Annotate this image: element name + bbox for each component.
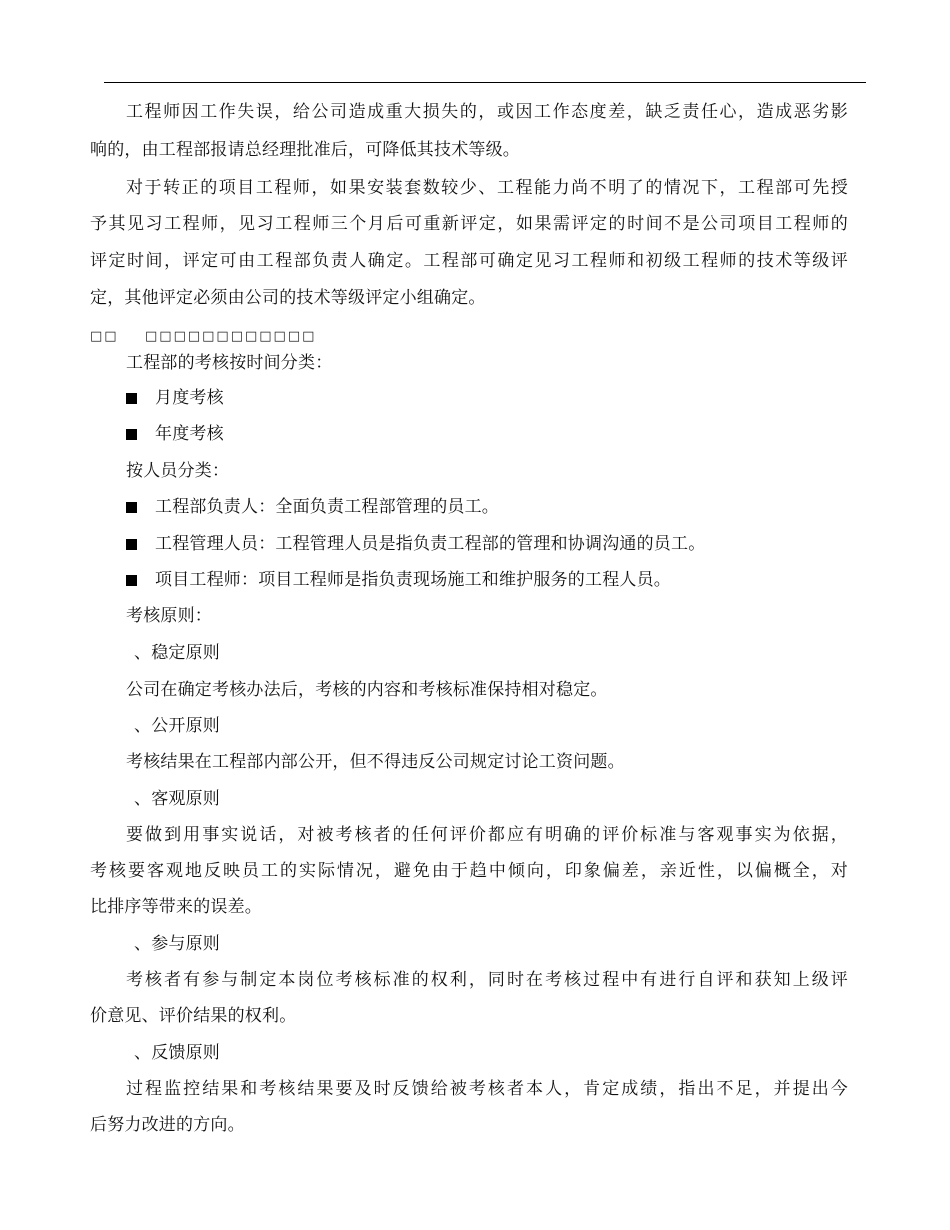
section-title: □□□□□□□□□□□□: [145, 329, 317, 344]
principle-participate-title: 、参与原则: [134, 934, 220, 954]
bullet-item-dept-head: [126, 495, 499, 519]
square-bullet-icon: [126, 539, 137, 550]
bullet-label: 工程部负责人：全面负责工程部管理的员工。: [155, 497, 499, 517]
principle-feedback-text-1: 过程监控结果和考核结果要及时反馈给被考核者本人，肯定成绩，指出不足，并提出今: [126, 1079, 848, 1099]
square-bullet-icon: [126, 575, 137, 586]
bullet-item-annual: [126, 422, 224, 446]
principle-objective-text-3: 比排序等带来的误差。: [90, 897, 262, 917]
paragraph-2-line-1: 对于转正的项目工程师，如果安装套数较少、工程能力尚不明了的情况下，工程部可先授: [126, 178, 848, 198]
bullet-item-monthly: [126, 386, 224, 410]
principle-objective-title: 、客观原则: [134, 789, 220, 809]
paragraph-1-line-1: 工程师因工作失误，给公司造成重大损失的，或因工作态度差，缺乏责任心，造成恶劣影: [126, 102, 848, 122]
principle-stable-title: 、稳定原则: [134, 643, 220, 663]
principle-feedback-title: 、反馈原则: [134, 1043, 220, 1063]
section-number: □□: [90, 329, 119, 344]
bullet-label: 项目工程师：项目工程师是指负责现场施工和维护服务的工程人员。: [155, 570, 671, 590]
paragraph-2-line-4: 定，其他评定必须由公司的技术等级评定小组确定。: [90, 288, 486, 308]
principle-participate-text-2: 价意见、评价结果的权利。: [90, 1006, 297, 1026]
bullet-label: 月度考核: [155, 388, 224, 408]
principle-open-title: 、公开原则: [134, 716, 220, 736]
principle-participate-text-1: 考核者有参与制定本岗位考核标准的权利，同时在考核过程中有进行自评和获知上级评: [126, 970, 848, 990]
square-bullet-icon: [126, 502, 137, 513]
square-bullet-icon: [126, 393, 137, 404]
paragraph-2-line-3: 评定时间，评定可由工程部负责人确定。工程部可确定见习工程师和初级工程师的技术等级评: [90, 251, 848, 271]
header-rule: [104, 82, 866, 83]
square-bullet-icon: [126, 429, 137, 440]
paragraph-1-line-2: 响的，由工程部报请总经理批准后，可降低其技术等级。: [90, 140, 520, 160]
bullet-item-management-staff: [126, 532, 705, 556]
principle-open-text: 考核结果在工程部内部公开，但不得违反公司规定讨论工资问题。: [126, 752, 625, 772]
paragraph-2-line-2: 予其见习工程师，见习工程师三个月后可重新评定，如果需评定的时间不是公司项目工程师的: [90, 214, 848, 234]
principle-objective-text-2: 考核要客观地反映员工的实际情况，避免由于趋中倾向，印象偏差，亲近性，以偏概全，对: [90, 861, 848, 881]
person-classification-intro: 按人员分类：: [126, 461, 230, 481]
principle-feedback-text-2: 后努力改进的方向。: [90, 1115, 245, 1135]
bullet-label: 年度考核: [155, 424, 224, 444]
principles-intro: 考核原则：: [126, 606, 212, 626]
principle-stable-text: 公司在确定考核办法后，考核的内容和考核标准保持相对稳定。: [126, 680, 608, 700]
principle-objective-text-1: 要做到用事实说话，对被考核者的任何评价都应有明确的评价标准与客观事实为依据，: [126, 825, 848, 845]
bullet-label: 工程管理人员：工程管理人员是指负责工程部的管理和协调沟通的员工。: [155, 534, 706, 554]
bullet-item-project-engineer: [126, 568, 671, 592]
time-classification-intro: 工程部的考核按时间分类：: [126, 353, 333, 373]
